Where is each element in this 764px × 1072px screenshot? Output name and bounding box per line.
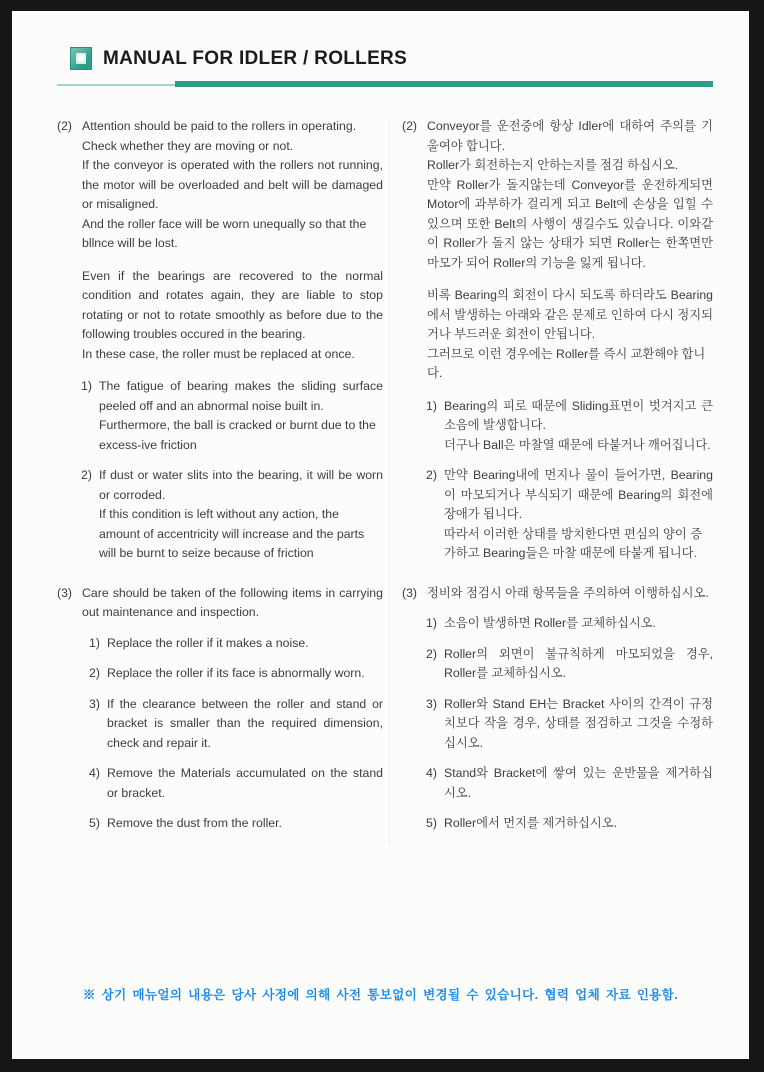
en-section-3-number: (3) [57, 585, 73, 600]
ko-list-item [426, 695, 713, 754]
ko-list-item [426, 814, 713, 834]
en-list-item [89, 634, 383, 654]
text-line: 정비와 점검시 아래 항목들을 주의하여 이행하십시오. [427, 585, 709, 600]
text-line: In these case, the roller must be replaced at once. [82, 346, 355, 361]
text-line: Even if the bearings are recovered to the normal condition and rotates again, they are liable to stop rotating or not to rotate smoothly as before due to the following troubles occured in the bearing. [82, 268, 383, 341]
text-line: 만약 Bearing내에 먼지나 물이 들어가면, Bearing이 마모되거나 부식되기 때문에 Bearing의 회전에 장애가 됩니다. [444, 468, 713, 521]
en-item-number: 5) [89, 816, 100, 830]
ko-subitem-2-number: 2) [426, 468, 437, 482]
ko-subitem-1-body [444, 397, 713, 456]
text-line: 더구나 Ball은 마찰열 때문에 타붙거나 깨어집니다. [444, 437, 711, 452]
text-line: 그러므로 이런 경우에는 Roller를 즉시 교환해야 합니다. [427, 346, 706, 380]
header-rule-thin-segment [57, 84, 175, 86]
text-line: If the clearance between the roller and stand or bracket is smaller than the required dimension, check and repair it. [107, 696, 383, 750]
en-item-number: 4) [89, 766, 100, 780]
page-title: MANUAL FOR IDLER / ROLLERS [103, 47, 408, 69]
header-rule [57, 80, 713, 87]
ko-item-number: 3) [426, 696, 437, 711]
text-line: Furthermore, the ball is cracked or burnt due to the excess-ive friction [99, 418, 376, 452]
en-list-item [89, 664, 383, 684]
en-section-2 [57, 117, 383, 254]
text-line: Roller와 Stand EH는 Bracket 사이의 간격이 규정치보다 작을 경우, 상태를 점검하고 그것을 수정하십시오. [444, 696, 713, 750]
text-line: 소음이 발생하면 Roller를 교체하십시오. [444, 616, 657, 630]
text-line: Roller가 회전하는지 안하는지를 점검 하십시오. [427, 158, 679, 172]
text-line: Remove the Materials accumulated on the stand or bracket. [107, 766, 383, 800]
en-section-2-continuation-body [82, 267, 383, 365]
ko-list-item [426, 614, 713, 634]
en-section-2-number: (2) [57, 119, 73, 133]
en-list-item [89, 695, 383, 754]
ko-section-2-continuation-body [427, 286, 713, 384]
en-item-number: 2) [89, 666, 100, 680]
ko-subitem-1 [426, 397, 713, 456]
en-item-number: 1) [89, 635, 100, 650]
en-subitem-2 [81, 466, 383, 564]
en-item-number: 3) [89, 696, 100, 711]
page-header [57, 47, 713, 87]
text-line: Conveyor를 운전중에 항상 Idler에 대하여 주의를 기울여야 합니다. [427, 119, 713, 153]
en-list-item [89, 814, 383, 834]
en-subitem-2-number: 2) [81, 468, 92, 482]
ko-section-2-body [427, 117, 713, 273]
en-list-item [89, 764, 383, 803]
manual-page [12, 11, 749, 1059]
text-line: Stand와 Bracket에 쌓여 있는 운반물을 제거하십시오. [444, 766, 713, 800]
en-section-3-body [82, 584, 383, 623]
en-subitem-1-number: 1) [81, 379, 92, 393]
en-subitem-1 [81, 377, 383, 455]
ko-section-2 [402, 117, 713, 273]
footer-note: ※ 상기 매뉴얼의 내용은 당사 사정에 의해 사전 통보없이 변경될 수 있습니다. 협력 업체 자료 인용함. [82, 988, 679, 1002]
teal-square-icon-inner [76, 53, 86, 64]
text-line: Bearing의 피로 때문에 Sliding표면이 벗겨지고 큰 소음에 발생합니다. [444, 398, 713, 432]
ko-section-2-number: (2) [402, 119, 418, 133]
teal-square-icon [70, 47, 92, 70]
ko-list-item [426, 645, 713, 684]
ko-section-2-continuation [402, 286, 713, 384]
ko-subitem-2 [426, 466, 713, 564]
text-line: Replace the roller if its face is abnormally worn. [107, 666, 365, 680]
ko-item-number: 4) [426, 766, 437, 780]
text-line: Remove the dust from the roller. [107, 816, 282, 830]
en-indent-spacer [57, 267, 82, 365]
text-line: 따라서 이러한 상태를 방치한다면 편심의 양이 증가하고 Bearing들은 마찰 때문에 타붙게 됩니다. [444, 526, 703, 560]
text-line: If dust or water slits into the bearing, it will be worn or corroded. [99, 468, 383, 502]
en-section-2-continuation [57, 267, 383, 365]
text-line: And the roller face will be worn unequally so that the bllnce will be lost. [82, 216, 367, 250]
text-line: Replace the roller if it makes a noise. [107, 635, 309, 650]
ko-indent-spacer [402, 286, 427, 384]
ko-item-number: 5) [426, 816, 437, 830]
ko-item-number: 2) [426, 646, 437, 661]
text-line: 만약 Roller가 돌지않는데 Conveyor를 운전하게되면 Motor에 과부하가 걸리게 되고 Belt에 손상을 입힐 수 있으며 또한 Belt의 사행이 생길수도 있습니다. 이와같이 Roller가 돌지 않는 상태가 되면 Roller는 한쪽면만 마모가 되어 Roller의 기능을 잃게 됩니다. [427, 177, 713, 270]
text-line: If the conveyor is operated with the rollers not running, the motor will be overloaded and belt will be damaged or misaligned. [82, 158, 383, 211]
ko-list-item [426, 764, 713, 803]
korean-column [389, 117, 713, 845]
en-subitem-1-body [99, 377, 383, 455]
text-line: Care should be taken of the following items in carrying out maintenance and inspection. [82, 585, 383, 619]
text-line: Roller의 외면이 불규칙하게 마모되었을 경우, Roller를 교체하십시오. [444, 646, 713, 680]
text-line: The fatigue of bearing makes the sliding surface peeled off and an abnormal noise built in. [99, 379, 383, 413]
content-columns [57, 117, 713, 845]
text-line: 비록 Bearing의 회전이 다시 되도록 하더라도 Bearing에서 발생하는 아래와 같은 문제로 인하여 다시 정지되거나 부드러운 회전이 안됩니다. [427, 288, 713, 341]
ko-subitem-2-body [444, 466, 713, 564]
text-line: Attention should be paid to the rollers in operating. [82, 119, 357, 133]
en-section-3 [57, 584, 383, 623]
text-line: Check whether they are moving or not. [82, 138, 294, 153]
header-rule-thick-segment [175, 81, 713, 87]
text-line: If this condition is left without any action, the amount of accentricity will increase and the parts will be burnt to seize because of friction [99, 507, 365, 560]
ko-item-number: 1) [426, 616, 437, 630]
en-section-2-body [82, 117, 383, 254]
ko-section-3 [402, 584, 713, 604]
ko-section-3-number: (3) [402, 585, 418, 600]
text-line: Roller에서 먼지를 제거하십시오. [444, 816, 618, 830]
ko-section-3-body [427, 584, 713, 604]
en-subitem-2-body [99, 466, 383, 564]
english-column [57, 117, 389, 845]
ko-subitem-1-number: 1) [426, 398, 437, 413]
title-row [70, 47, 713, 70]
